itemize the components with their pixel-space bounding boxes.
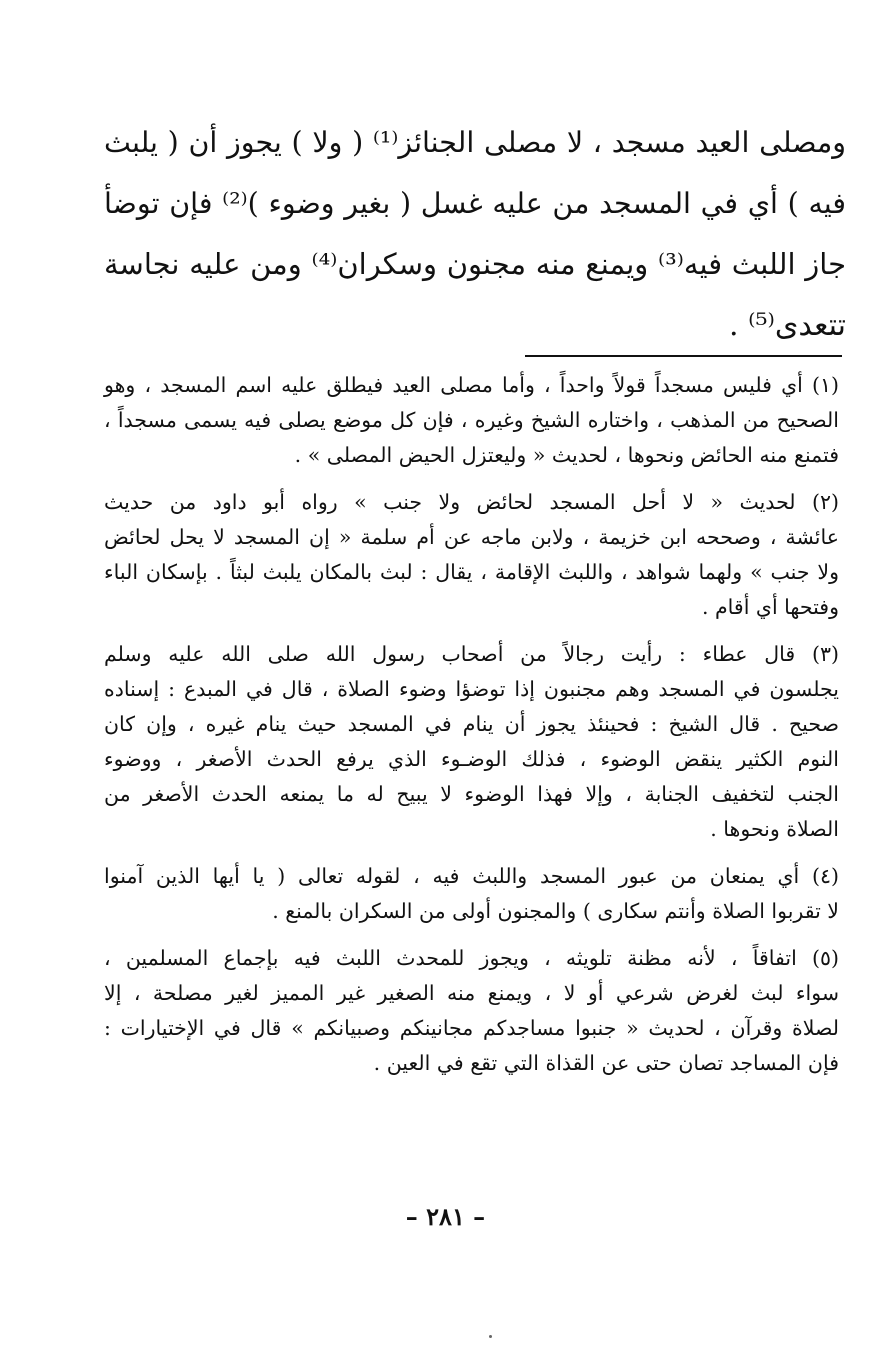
footnote-line: (٣) قال عطاء : رأيت رجالاً من أصحاب رسول الله صلى الله عليه وسلم [104, 642, 839, 666]
footnote-4 [104, 859, 839, 929]
footnote-line: الصحيح من المذهب ، واختاره الشيخ وغيره ، فإن كل موضع يصلى فيه يسمى مسجداً ، [104, 408, 839, 432]
footnote-line: (١) أي فليس مسجداً قولاً واحداً ، وأما مصلى العيد فيطلق عليه اسم المسجد ، وهو [104, 373, 839, 397]
main-text-line: ومصلى العيد مسجد ، لا مصلى الجنائز⁽¹⁾ ( ولا ) يجوز أن ( يلبث [104, 126, 847, 159]
footnote-line: وفتحها أي أقام . [701, 595, 839, 619]
footnotes-section [104, 368, 839, 1093]
footnote-line: (٢) لحديث « لا أحل المسجد لحائض ولا جنب » رواه أبو داود من حديث [104, 490, 839, 514]
footnote-line: لا تقربوا الصلاة وأنتم سكارى ) والمجنون أولى من السكران بالمنع . [272, 899, 839, 923]
main-text-line: تتعدى⁽⁵⁾ . [729, 308, 846, 343]
footnote-line: فتمنع منه الحائض ونحوها ، لحديث « وليعتزل الحيض المصلى » . [294, 443, 839, 467]
footnote-line: (٥) اتفاقاً ، لأنه مظنة تلويثه ، ويجوز للمحدث اللبث فيه بإجماع المسلمين ، [104, 946, 839, 970]
main-text-line: فيه ) أي في المسجد من عليه غسل ( بغير وضوء )⁽²⁾ فإن توضأ [104, 187, 846, 220]
footnote-line: فإن المساجد تصان حتى عن القذاة التي تقع في العين . [373, 1051, 839, 1075]
footnote-1 [104, 368, 839, 473]
footnote-line: عائشة ، وصححه ابن خزيمة ، ولابن ماجه عن أم سلمة « إن المسجد لا يحل لحائض [104, 525, 839, 549]
footnote-line: سواء لبث لغرض شرعي أو لا ، ويمنع منه الصغير غير المميز لغير مصلحة ، إلا [104, 981, 839, 1005]
footnote-line: الجنب لتخفيف الجنابة ، وإلا فهذا الوضوء لا يبيح له ما يمنعه الحدث الأصغر من [104, 782, 839, 806]
footnote-line: الصلاة ونحوها . [710, 817, 839, 841]
footnote-divider [525, 355, 842, 357]
main-body-text [104, 112, 846, 356]
footnote-2 [104, 485, 839, 625]
footnote-3 [104, 637, 839, 847]
footnote-line: ولا جنب » ولهما شواهد ، واللبث الإقامة ، يقال : لبث بالمكان يلبث لبثاً . بإسكان الباء [104, 560, 839, 584]
footnote-line: يجلسون في المسجد وهم مجنبون إذا توضؤا وضوء الصلاة ، قال في المبدع : إسناده [104, 677, 839, 701]
footnote-line: (٤) أي يمنعان من عبور المسجد واللبث فيه ، لقوله تعالى ( يا أيها الذين آمنوا [104, 864, 839, 888]
footnote-5 [104, 941, 839, 1081]
page-number: – ٢٨١ – [405, 1202, 486, 1231]
scan-speck [489, 1335, 492, 1338]
main-text-line: جاز اللبث فيه⁽³⁾ ويمنع منه مجنون وسكران⁽⁴⁾ ومن عليه نجاسة [104, 247, 847, 281]
footnote-line: النوم الكثير ينقض الوضوء ، فذلك الوضـوء الذي يرفع الحدث الأصغر ، ووضوء [104, 747, 839, 771]
footnote-line: لصلاة وقرآن ، لحديث « جنبوا مساجدكم مجانينكم وصبيانكم » قال في الإختيارات : [104, 1016, 839, 1040]
footnote-line: صحيح . قال الشيخ : فحينئذ يجوز أن ينام في المسجد حيث ينام غيره ، وإن كان [104, 712, 839, 736]
